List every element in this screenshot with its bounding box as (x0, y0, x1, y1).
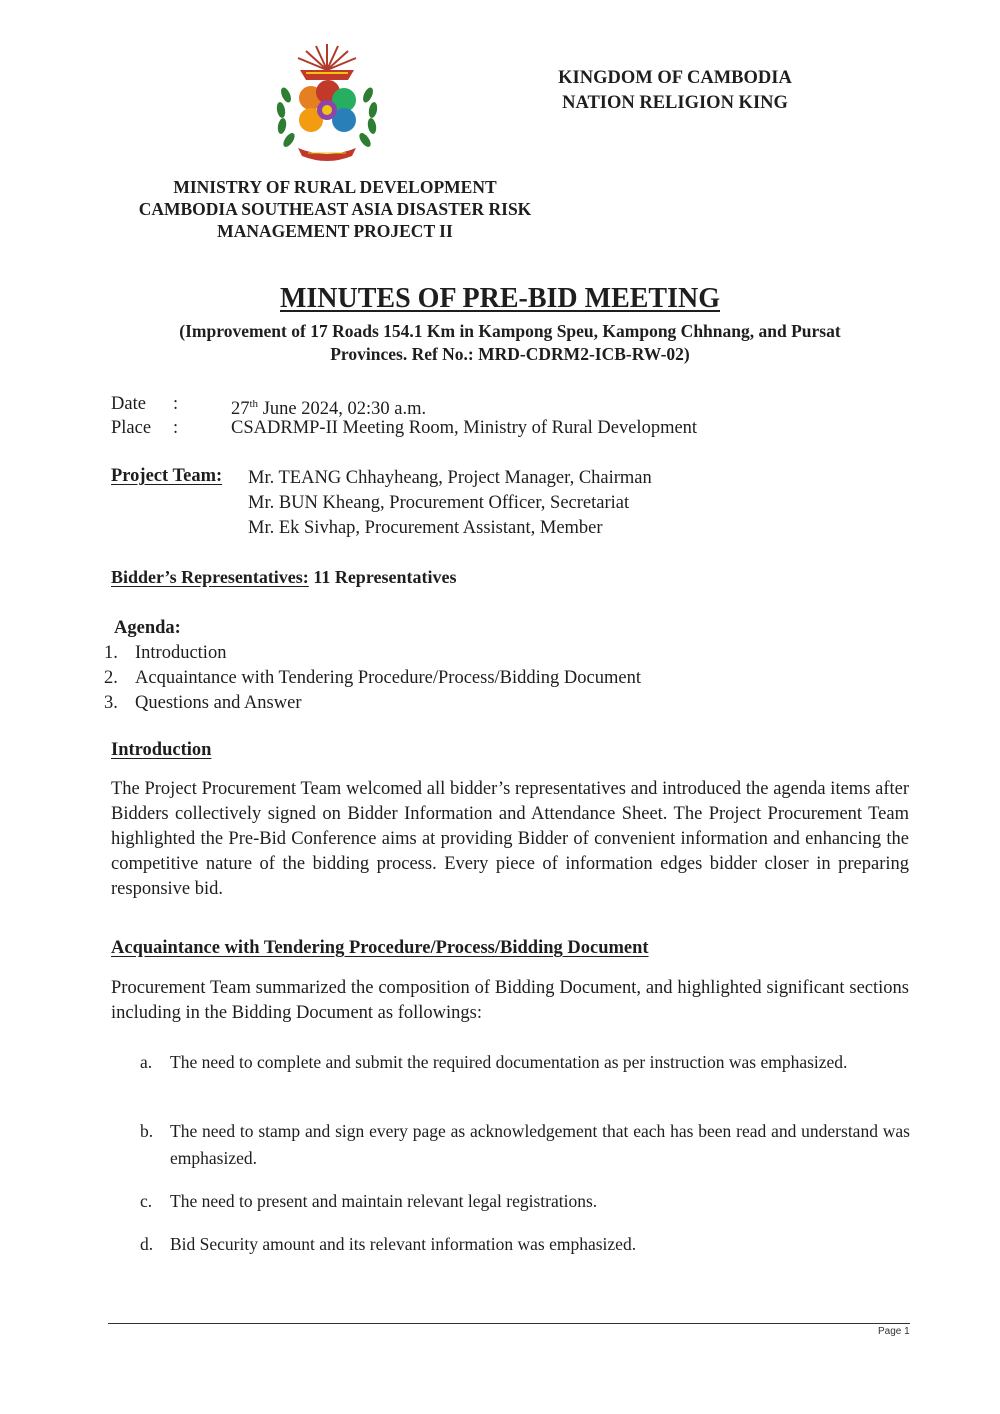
agenda-list (104, 641, 641, 716)
kingdom-heading (505, 66, 845, 116)
bidders-label: Bidder’s Representatives: (111, 567, 309, 587)
ministry-heading (90, 176, 580, 242)
team-member: Mr. Ek Sivhap, Procurement Assistant, Member (248, 518, 603, 538)
agenda-item: 1. Introduction (104, 643, 227, 663)
motto-line: NATION RELIGION KING (562, 93, 788, 113)
ministry-line-2: CAMBODIA SOUTHEAST ASIA DISASTER RISK (138, 199, 532, 219)
agenda-item: 2. Acquaintance with Tendering Procedure/Process/Bidding Document (104, 668, 641, 688)
bidders-representatives (111, 567, 456, 588)
list-item: a. The need to complete and submit the required documentation as per instruction was emphasized. (140, 1052, 848, 1072)
team-member: Mr. TEANG Chhayheang, Project Manager, Chairman (248, 468, 652, 488)
page-number: Page 1 (878, 1326, 910, 1337)
page-title: MINUTES OF PRE-BID MEETING (279, 283, 720, 314)
subtitle-line-1: (Improvement of 17 Roads 154.1 Km in Kampong Speu, Kampong Chhnang, and Pursat (179, 321, 841, 341)
acquaintance-heading: Acquaintance with Tendering Procedure/Process/Bidding Document (111, 938, 649, 958)
ministry-line-3: MANAGEMENT PROJECT II (217, 221, 453, 241)
subtitle-line-2: Provinces. Ref No.: MRD-CDRM2-ICB-RW-02) (330, 344, 690, 364)
project-team-list (248, 466, 652, 541)
place-label: Place : (111, 418, 179, 438)
list-item: b. The need to stamp and sign every page as acknowledgement that each has been read and understand was emphasized. (140, 1121, 910, 1168)
date-label: Date : (111, 394, 179, 414)
introduction-paragraph: The Project Procurement Team welcomed all bidder’s representatives and introduced the agenda items after Bidders collectively signed on Bidder Information and Attendance Sheet. The Project Procurement Team highlighted the Pre-Bid Conference aims at providing Bidder of convenient information and enhancing the competitive nature of the bidding process. Every piece of information edges bidder closer in preparing responsive bid. (111, 779, 909, 899)
introduction-heading: Introduction (111, 740, 212, 760)
bidders-value: 11 Representatives (308, 567, 457, 587)
ministry-line-1: MINISTRY OF RURAL DEVELOPMENT (173, 177, 497, 197)
project-team-label: Project Team: (111, 466, 223, 486)
list-item: d. Bid Security amount and its relevant information was emphasized. (140, 1234, 637, 1254)
kingdom-line: KINGDOM OF CAMBODIA (558, 68, 792, 88)
list-item: c. The need to present and maintain relevant legal registrations. (140, 1191, 598, 1211)
footer-divider (108, 1323, 910, 1324)
agenda-item: 3. Questions and Answer (104, 693, 302, 713)
acquaintance-paragraph: Procurement Team summarized the composition of Bidding Document, and highlighted significant sections including in the Bidding Document as followings: (111, 978, 909, 1023)
date-value: 27th June 2024, 02:30 a.m. (231, 398, 427, 420)
team-member: Mr. BUN Kheang, Procurement Officer, Secretariat (248, 493, 630, 513)
page-subtitle (110, 320, 910, 366)
ministry-emblem-icon (268, 40, 386, 172)
agenda-heading: Agenda: (114, 618, 181, 638)
place-value: CSADRMP-II Meeting Room, Ministry of Rural Development (231, 418, 698, 438)
